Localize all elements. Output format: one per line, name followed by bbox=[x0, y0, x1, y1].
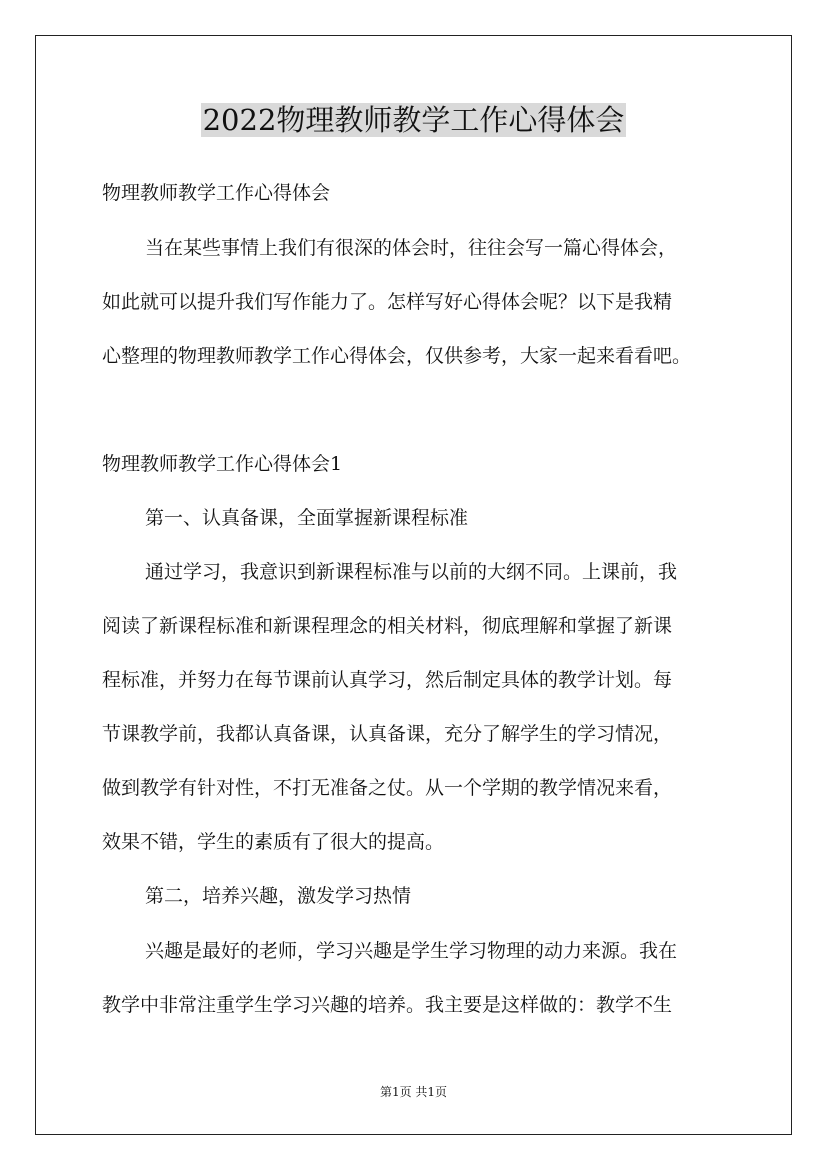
document-subtitle: 物理教师教学工作心得体会 bbox=[102, 182, 331, 204]
paragraph-line: 节课教学前，我都认真备课，认真备课，充分了解学生的学习情况， bbox=[102, 723, 673, 745]
paragraph-line: 教学中非常注重学生学习兴趣的培养。我主要是这样做的：教学不生 bbox=[102, 994, 673, 1016]
paragraph-line: 程标准，并努力在每节课前认真学习，然后制定具体的教学计划。每 bbox=[102, 669, 673, 691]
document-title bbox=[0, 98, 827, 142]
paragraph-line: 阅读了新课程标准和新课程理念的相关材料，彻底理解和掌握了新课 bbox=[102, 615, 673, 637]
paragraph-line: 兴趣是最好的老师，学习兴趣是学生学习物理的动力来源。我在 bbox=[145, 940, 678, 962]
paragraph-line: 效果不错，学生的素质有了很大的提高。 bbox=[102, 831, 445, 853]
document-title-text: 2022物理教师教学工作心得体会 bbox=[202, 103, 625, 137]
point1-heading: 第一、认真备课，全面掌握新课程标准 bbox=[145, 507, 469, 529]
page-footer: 第1页 共1页 bbox=[379, 1085, 448, 1099]
section-heading: 物理教师教学工作心得体会1 bbox=[102, 453, 343, 475]
intro-line: 心整理的物理教师教学工作心得体会，仅供参考，大家一起来看看吧。 bbox=[102, 345, 692, 367]
paragraph-line: 做到教学有针对性，不打无准备之仗。从一个学期的教学情况来看， bbox=[102, 777, 673, 799]
paragraph-line: 通过学习，我意识到新课程标准与以前的大纲不同。上课前，我 bbox=[145, 561, 678, 583]
point2-heading: 第二，培养兴趣，激发学习热情 bbox=[145, 885, 412, 907]
intro-line: 当在某些事情上我们有很深的体会时，往往会写一篇心得体会， bbox=[145, 237, 678, 259]
intro-line: 如此就可以提升我们写作能力了。怎样写好心得体会呢？以下是我精 bbox=[102, 291, 673, 313]
